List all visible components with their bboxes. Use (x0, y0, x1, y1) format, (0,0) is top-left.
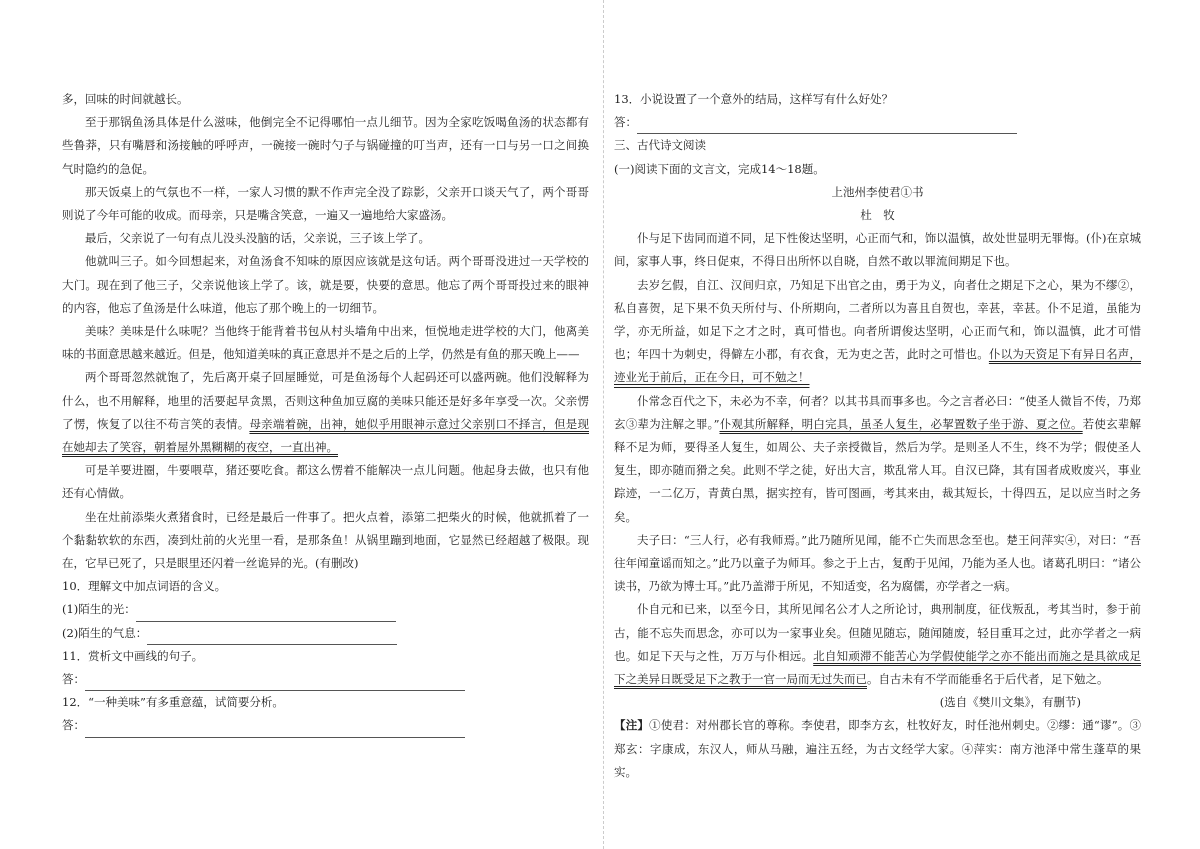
underlined-sentence: 母亲端着碗，出神，她似乎用眼神示意过父亲别口不择言，但是现在她却去了笑容，朝着屋外黑糊糊的夜空，一直出神。 (62, 416, 589, 455)
note-tag: 【注】 (614, 718, 650, 733)
answer-label: 答： (62, 672, 85, 687)
source-citation: (选自《樊川文集》，有删节) (939, 695, 1081, 710)
paragraph: 夫子曰：“三人行，必有我师焉。”此乃随所见闻，能不亡失而思念至也。楚王问萍实④，对曰：“吾往年闻童谣而知之。”此乃以童子为师耳。参之于上古，复酌于见闻，乃能为圣人也。诸葛孔明曰：“诸公读书，乃欲为博士耳。”此乃盖滞于所见，不知适变，名为腐儒，亦学者之一病。 (614, 532, 1141, 594)
paragraph: 可是羊要进圈，牛要喂草，猪还要吃食。都这么愣着不能解决一点儿问题。他起身去做，也只有他还有心情做。 (62, 463, 589, 501)
answer-blank[interactable] (85, 723, 465, 738)
left-column (62, 88, 589, 738)
note-text: ①使君：对州郡长官的尊称。李使君，即李方玄，杜牧好友，时任池州刺史。②缪：通“谬”。③郑玄：字康成，东汉人，师从马融，遍注五经，为古文经学大家。④萍实：南方池泽中常生蓬草的果实。 (614, 718, 1141, 779)
passage-author: 杜 牧 (860, 208, 895, 223)
text-span: 去岁乞假，自江、汉间归京，乃知足下出官之由，勇于为义，向者仕之期足下之心，果为不缪②，私自喜贺，足下果不负天所付与、仆所期向，二者所以为喜且自贺也，幸甚，幸甚。仆不足道，虽能为学，亦无所益，如足下之才之时，真可惜也。向者所谓俊达坚明，心正而气和，饰以温慎，此才可惜也；年四十为刺史，得僻左小郡，有衣食，无为吏之苦，此时之可惜也。 (614, 277, 1141, 362)
right-column (614, 88, 1141, 784)
underlined-sentence: 仆观其所解释，明白完具，虽圣人复生，必挈置数子坐于游、夏之位。 (719, 416, 1083, 431)
paragraph (614, 274, 1141, 390)
answer-blank[interactable] (85, 676, 465, 691)
paragraph: 坐在灶前添柴火煮猪食时，已经是最后一件事了。把火点着，添第二把柴火的时候，他就抓着了一个黏黏软软的东西，凑到灶前的火光里一看，是那条鱼！从锅里蹦到地面，它显然已经超越了极限。现在，它早已死了，只是眼里还闪着一丝诡异的光。(有删改) (62, 509, 589, 571)
footnotes (614, 714, 1141, 784)
paragraph: 多，回味的时间就越长。 (62, 92, 189, 106)
text-span: 仆常念百代之下，未必为不幸，何者？以其书具而事多也。今之言者必曰：“使圣人微旨不传，乃郑玄③辈为注解之罪。” (614, 393, 1141, 431)
question-12: 12．“一种美味”有多重意蕴，试简要分析。 (62, 695, 284, 710)
question-13: 13．小说设置了一个意外的结局，这样写有什么好处？ (614, 92, 894, 106)
answer-line (614, 111, 1141, 134)
question-label: (2)陌生的气息： (62, 625, 148, 640)
question-10-1 (62, 598, 589, 621)
underlined-sentence: 仆以为天资足下有异日名声，迹业光于前后，正在今日，可不勉之！ (614, 347, 1141, 385)
passage-title: 上池州李使君①书 (831, 184, 924, 199)
paragraph: 他就叫三子。如今回想起来，对鱼汤食不知味的原因应该就是这句话。两个哥哥没进过一天学校的大门。现在到了他三子，父亲说他该上学了。该，就是要，快要的意思。他忘了两个哥哥投过来的眼神的内容，他忘了鱼汤是什么味道，他忘了那个晚上的一切细节。 (62, 254, 589, 315)
paragraph: 那天饭桌上的气氛也不一样，一家人习惯的默不作声完全没了踪影，父亲开口谈天气了，两个哥哥则说了今年可能的收成。而母亲，只是嘴含笑意，一遍又一遍地给大家盛汤。 (62, 184, 589, 223)
answer-label: 答： (62, 718, 85, 733)
fold-divider (603, 0, 604, 849)
answer-label: 答： (614, 115, 637, 130)
underlined-sentence: 北自知顽滞不能苦心为学假使能学之亦不能出而施之是具欲成足下之美异日既受足下之教于一官一局而无过失而已 (614, 648, 1141, 687)
paragraph (62, 366, 589, 459)
question-label: (1)陌生的光： (62, 602, 136, 617)
paragraph: 至于那锅鱼汤具体是什么滋味，他倒完全不记得哪怕一点儿细节。因为全家吃饭喝鱼汤的状态都有些鲁莽，只有嘴唇和汤接触的呼呼声，一碗接一碗时勺子与锅碰撞的叮当声，还有一口与另一口之间换气时隐约的急促。 (62, 115, 589, 176)
text-span: 两个哥哥忽然就饱了，先后离开桌子回屋睡觉，可是鱼汤每个人起码还可以盛两碗。他们没解释为什么，也不用解释，地里的活要起早贪黑，否则这种鱼加豆腐的美味只能还是好多年享受一次。父亲愣了愣，恢复了以往不苟言笑的表情。 (62, 370, 589, 431)
paragraph (614, 598, 1141, 691)
answer-line (62, 668, 589, 691)
question-10-2 (62, 622, 589, 645)
answer-blank[interactable] (147, 630, 397, 645)
subsection-heading: (一)阅读下面的文言文，完成14～18题。 (614, 161, 825, 176)
answer-blank[interactable] (136, 607, 396, 622)
question-10: 10．理解文中加点词语的含义。 (62, 579, 227, 594)
answer-line (62, 714, 589, 737)
section-heading: 三、古代诗文阅读 (614, 138, 706, 153)
paragraph: 最后，父亲说了一句有点儿没头没脑的话，父亲说，三子该上学了。 (85, 231, 430, 246)
text-span: 。自古未有不学而能垂名于后代者，足下勉之。 (867, 672, 1109, 687)
text-span: 若使玄辈解释不足为师，要得圣人复生，如周公、夫子亲授微旨，然后为学。是则圣人不生，终不为学；假使圣人复生，即亦随而猾之矣。此则不学之徒，好出大言，欺乱常人耳。自汉已降，其有国者成败废兴，事业踪迹，一二亿万，青黄白黑，据实控有，皆可图画，考其来由，裁其短长，十得四五，足以应当时之务矣。 (614, 416, 1141, 524)
paragraph: 美味？美味是什么味呢？当他终于能背着书包从村头墙角中出来，恒悦地走进学校的大门，他离美味的书面意思越来越近。但是，他知道美味的真正意思并不是之后的上学，仍然是有鱼的那天晚上—— (62, 324, 589, 362)
text-span: 仆自元和已来，以至今日，其所见闻名公才人之所论讨，典刑制度，征伐叛乱，考其当时，参于前古，能不忘失而思念，亦可以为一家事业矣。但随见随忘，随闻随废，轻目重耳之过，此亦学者之一病也。如足下天与之性，万万与仆相远。 (614, 602, 1141, 663)
paragraph (614, 390, 1141, 529)
question-11: 11．赏析文中画线的句子。 (62, 648, 204, 663)
paragraph: 仆与足下齿同而道不同，足下性俊达坚明，心正而气和，饰以温慎，故处世显明无罪悔。(仆)在京城间，家事人事，终日促束，不得日出所怀以自晓，自然不敢以罪流间期足下也。 (614, 231, 1141, 269)
answer-blank[interactable] (637, 119, 1017, 134)
